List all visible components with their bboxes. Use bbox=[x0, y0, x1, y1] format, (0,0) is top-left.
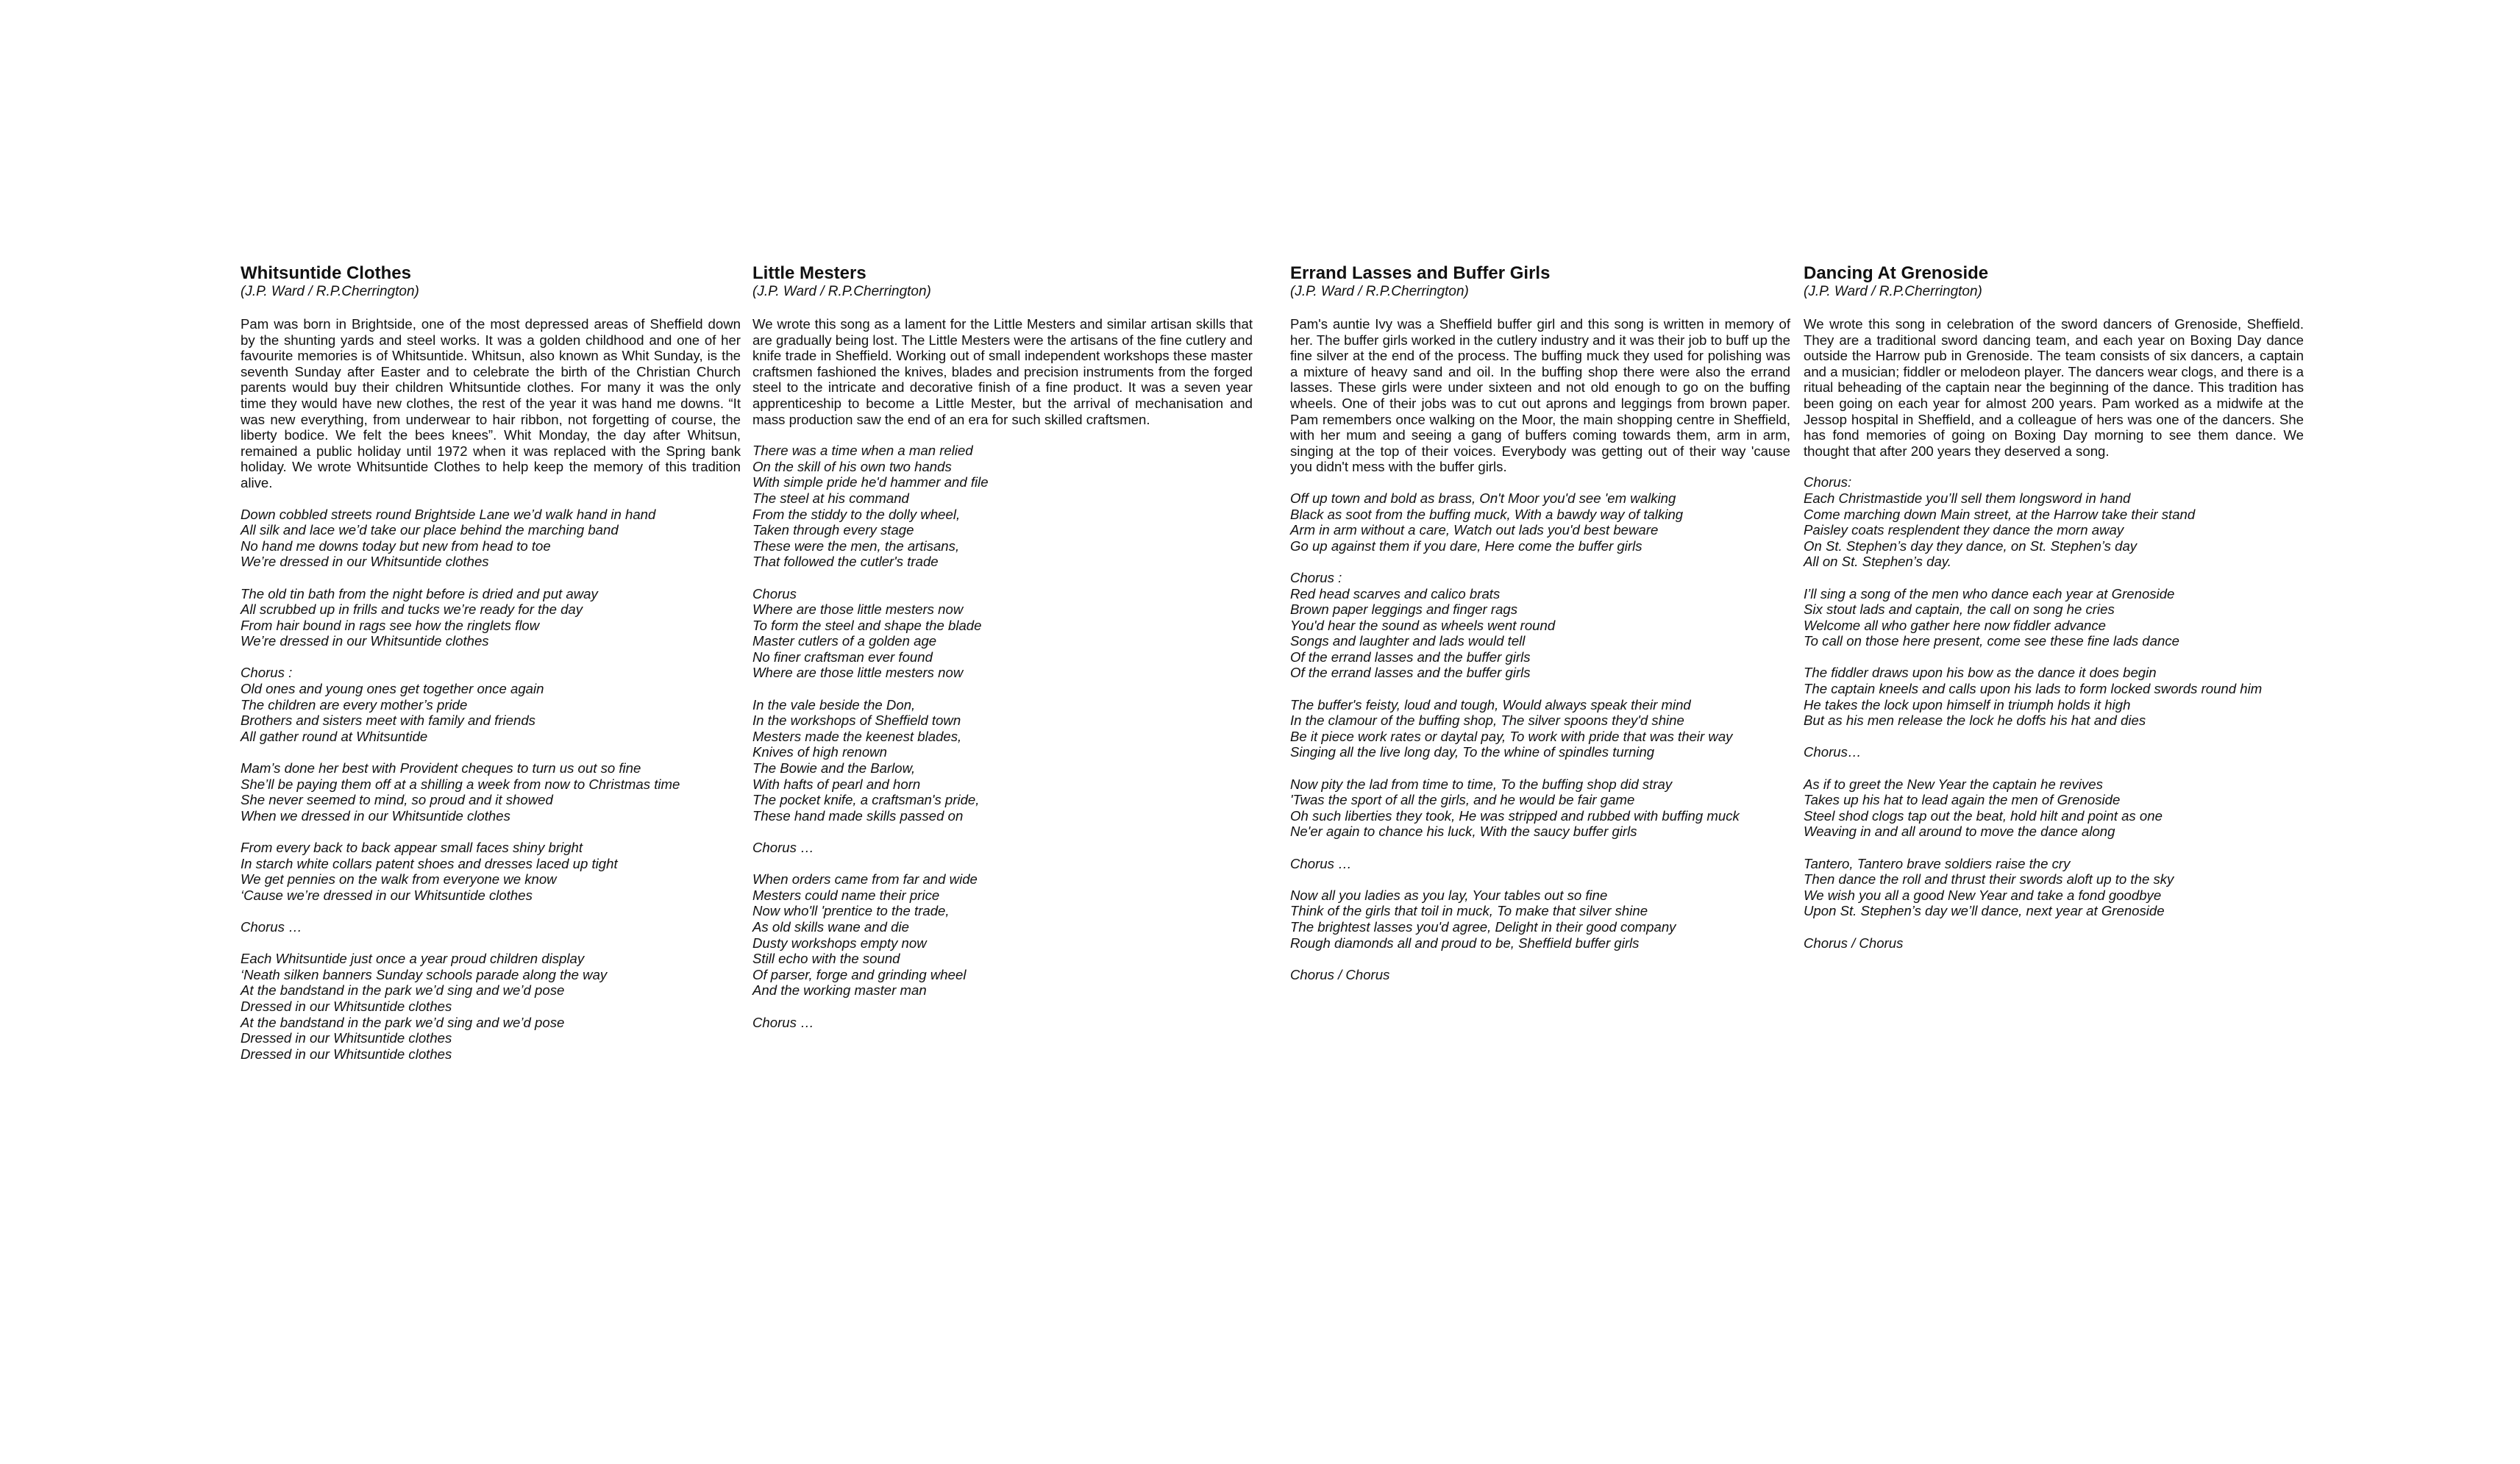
lyric-line: He takes the lock upon himself in triumph holds it high bbox=[1804, 696, 2131, 713]
lyric-line: As old skills wane and die bbox=[752, 918, 909, 935]
lyric-line: No finer craftsman ever found bbox=[752, 649, 933, 665]
verse bbox=[752, 871, 1253, 999]
lyric-line: Down cobbled streets round Brightside Lane we’d walk hand in hand bbox=[241, 506, 656, 522]
lyric-line: All gather round at Whitsuntide bbox=[241, 728, 428, 744]
song-intro: We wrote this song as a lament for the Little Mesters and similar artisan skills that are gradually being lost. The Little Mesters were the artisans of the fine cutlery and knife trade in Sheffield. Working out of small independent workshops these master craftsmen fashioned the knives, blades and precision instruments from the forged steel to the intricate and decorative finish of a fine product. It was a seven year apprenticeship to become a Little Mester, but the arrival of mechanisation and mass production saw the end of an era for such skilled craftsmen. bbox=[752, 316, 1253, 427]
lyric-line: Chorus bbox=[752, 585, 797, 601]
lyric-line: Mesters could name their price bbox=[752, 887, 940, 903]
lyric-line: In the workshops of Sheffield town bbox=[752, 713, 961, 729]
lyric-line: Dressed in our Whitsuntide clothes bbox=[241, 1030, 452, 1046]
verse bbox=[1290, 570, 1790, 681]
lyric-line: The captain kneels and calls upon his lads to form locked swords round him bbox=[1804, 681, 2263, 697]
lyric-line: Chorus : bbox=[1290, 569, 1342, 585]
lyric-line: Go up against them if you dare, Here come the buffer girls bbox=[1290, 538, 1642, 554]
song-lyrics bbox=[1804, 474, 2304, 951]
lyric-line: To call on those here present, come see these fine lads dance bbox=[1804, 633, 2179, 649]
verse bbox=[752, 443, 1253, 570]
lyric-line: Master cutlers of a golden age bbox=[752, 633, 937, 649]
lyric-line: Knives of high renown bbox=[752, 744, 887, 760]
lyric-line: She’ll be paying them off at a shilling a week from now to Christmas time bbox=[241, 776, 680, 792]
lyric-line: In the vale beside the Don, bbox=[752, 696, 916, 713]
lyric-line: Welcome all who gather here now fiddler advance bbox=[1804, 617, 2107, 633]
song-intro: We wrote this song in celebration of the sword dancers of Grenoside, Sheffield. They are a traditional sword dancing team, and each year on Boxing Day dance outside the Harrow pub in Grenoside. The team consists of six dancers, a captain and a musician; fiddler or melodeon player. The dancers wear clogs, and there is a ritual beheading of the captain near the beginning of the dance. This tradition has been going on each year for almost 200 years. Pam worked as a midwife at the Jessop hospital in Sheffield, and a colleague of hers was one of the dancers. She has fond memories of going on Boxing Day morning to see them dance. We thought that after 200 years they deserved a song. bbox=[1804, 316, 2304, 459]
lyric-line: Chorus … bbox=[1290, 855, 1352, 871]
lyric-line: All scrubbed up in frills and tucks we’re ready for the day bbox=[241, 601, 583, 618]
lyric-line: Mam’s done her best with Provident cheques to turn us out so fine bbox=[241, 760, 641, 776]
lyric-line: Off up town and bold as brass, On't Moor you'd see 'em walking bbox=[1290, 490, 1676, 506]
lyric-line: We wish you all a good New Year and take a fond goodbye bbox=[1804, 887, 2162, 903]
lyric-line: Chorus … bbox=[241, 918, 302, 935]
song-title: Dancing At Grenoside bbox=[1804, 263, 1989, 283]
lyric-line: Be it piece work rates or daytal pay, To work with pride that was their way bbox=[1290, 728, 1733, 744]
lyric-line: ‘Neath silken banners Sunday schools parade along the way bbox=[241, 966, 608, 982]
lyric-line: Brothers and sisters meet with family and friends bbox=[241, 713, 535, 729]
lyric-line: Chorus : bbox=[241, 665, 293, 681]
lyric-line: The children are every mother’s pride bbox=[241, 696, 468, 713]
lyric-line: Rough diamonds all and proud to be, Sheffield buffer girls bbox=[1290, 935, 1640, 951]
verse bbox=[241, 919, 741, 935]
verse bbox=[1804, 776, 2304, 840]
lyric-line: Brown paper leggings and finger rags bbox=[1290, 601, 1518, 618]
lyric-line: I’ll sing a song of the men who dance each year at Grenoside bbox=[1804, 585, 2175, 601]
lyric-line: Then dance the roll and thrust their swords aloft up to the sky bbox=[1804, 871, 2174, 888]
lyric-line: With hafts of pearl and horn bbox=[752, 776, 921, 792]
song-lyrics bbox=[241, 507, 741, 1063]
lyric-line: Dressed in our Whitsuntide clothes bbox=[241, 1046, 452, 1062]
lyric-line: As if to greet the New Year the captain he revives bbox=[1804, 776, 2103, 792]
lyric-line: Taken through every stage bbox=[752, 522, 914, 538]
lyric-line: Mesters made the keenest blades, bbox=[752, 728, 962, 744]
lyric-line: With simple pride he'd hammer and file bbox=[752, 474, 989, 490]
verse bbox=[241, 760, 741, 824]
verse bbox=[1290, 776, 1790, 840]
lyric-line: Where are those little mesters now bbox=[752, 601, 964, 618]
lyric-line: ‘Cause we’re dressed in our Whitsuntide clothes bbox=[241, 887, 533, 903]
song-title: Whitsuntide Clothes bbox=[241, 263, 411, 283]
lyric-line: Where are those little mesters now bbox=[752, 665, 964, 681]
lyric-line: Of the errand lasses and the buffer girls bbox=[1290, 665, 1531, 681]
lyric-line: These hand made skills passed on bbox=[752, 807, 964, 824]
lyric-line: At the bandstand in the park we’d sing and we’d pose bbox=[241, 1014, 565, 1030]
lyric-line: And the working master man bbox=[752, 982, 927, 999]
lyric-line: Oh such liberties they took, He was stripped and rubbed with buffing muck bbox=[1290, 807, 1740, 824]
lyric-line: From hair bound in rags see how the ringlets flow bbox=[241, 617, 540, 633]
verse bbox=[752, 1015, 1253, 1031]
lyric-line: From the stiddy to the dolly wheel, bbox=[752, 506, 961, 522]
lyric-line: The fiddler draws upon his bow as the dance it does begin bbox=[1804, 665, 2157, 681]
lyric-line: Still echo with the sound bbox=[752, 951, 900, 967]
lyric-line: In the clamour of the buffing shop, The silver spoons they'd shine bbox=[1290, 713, 1684, 729]
verse bbox=[1290, 856, 1790, 872]
lyric-line: Think of the girls that toil in muck, To make that silver shine bbox=[1290, 903, 1648, 919]
lyric-line: When we dressed in our Whitsuntide clothes bbox=[241, 807, 510, 824]
lyric-line: Chorus … bbox=[752, 840, 814, 855]
lyric-line: All silk and lace we’d take our place behind the marching band bbox=[241, 522, 619, 538]
lyric-line: Upon St. Stephen’s day we’ll dance, next year at Grenoside bbox=[1804, 903, 2165, 919]
lyric-line: Takes up his hat to lead again the men of Grenoside bbox=[1804, 792, 2121, 808]
lyric-line: Singing all the live long day, To the whine of spindles turning bbox=[1290, 744, 1655, 760]
verse bbox=[1804, 474, 2304, 570]
lyric-line: Black as soot from the buffing muck, With a bawdy way of talking bbox=[1290, 506, 1684, 522]
song-intro: Pam's auntie Ivy was a Sheffield buffer girl and this song is written in memory of her. The buffer girls worked in the cutlery industry and it was their job to buff up the fine silver at the end of the process. The buffing muck they used for polishing was a mixture of heavy sand and oil. In the buffing shop there were also the errand lasses. These girls were under sixteen and not old enough to go on the buffing wheels. One of their jobs was to cut out aprons and leggings from brown paper. Pam remembers once walking on the Moor, the main shopping centre in Sheffield, with her mum and seeing a gang of buffers coming towards them, arm in arm, singing at the top of their voices. Everybody was getting out of their way 'cause you didn't mess with the buffer girls. bbox=[1290, 316, 1790, 475]
lyric-line: All on St. Stephen’s day. bbox=[1804, 554, 1951, 570]
song-lyrics bbox=[752, 443, 1253, 1030]
song-lyrics bbox=[1290, 490, 1790, 982]
lyric-line: On the skill of his own two hands bbox=[752, 458, 952, 474]
lyric-line: On St. Stephen’s day they dance, on St. Stephen’s day bbox=[1804, 538, 2138, 554]
lyric-line: We’re dressed in our Whitsuntide clothes bbox=[241, 554, 489, 570]
lyric-line: From every back to back appear small faces shiny bright bbox=[241, 840, 583, 855]
verse bbox=[241, 665, 741, 744]
lyric-line: Chorus / Chorus bbox=[1290, 966, 1390, 982]
lyric-line: Steel shod clogs tap out the beat, hold hilt and point as one bbox=[1804, 807, 2163, 824]
lyric-line: Chorus … bbox=[752, 1014, 814, 1030]
lyric-line: Now who'll 'prentice to the trade, bbox=[752, 903, 950, 919]
lyric-line: In starch white collars patent shoes and dresses laced up tight bbox=[241, 855, 618, 871]
verse bbox=[752, 697, 1253, 824]
lyric-line: Songs and laughter and lads would tell bbox=[1290, 633, 1526, 649]
verse bbox=[241, 507, 741, 570]
song-column-dancing-at-grenoside bbox=[1804, 263, 2304, 967]
lyric-line: The Bowie and the Barlow, bbox=[752, 760, 916, 776]
verse bbox=[1290, 888, 1790, 951]
lyric-line: Tantero, Tantero brave soldiers raise the cry bbox=[1804, 855, 2071, 871]
lyric-line: Red head scarves and calico brats bbox=[1290, 585, 1501, 601]
lyric-line: Dressed in our Whitsuntide clothes bbox=[241, 998, 452, 1014]
lyric-line: No hand me downs today but new from head to toe bbox=[241, 538, 551, 554]
song-title: Little Mesters bbox=[752, 263, 866, 283]
lyric-line: She never seemed to mind, so proud and it showed bbox=[241, 792, 553, 808]
verse bbox=[1804, 586, 2304, 649]
lyric-line: Chorus / Chorus bbox=[1804, 935, 1904, 951]
verse bbox=[241, 840, 741, 903]
lyric-line: Chorus: bbox=[1804, 474, 1852, 490]
verse bbox=[1804, 665, 2304, 728]
verse bbox=[1290, 697, 1790, 760]
lyric-line: Now pity the lad from time to time, To the buffing shop did stray bbox=[1290, 776, 1673, 792]
lyric-line: Of the errand lasses and the buffer girls bbox=[1290, 649, 1531, 665]
song-credit: (J.P. Ward / R.P.Cherrington) bbox=[241, 284, 419, 299]
song-column-whitsuntide-clothes bbox=[241, 263, 741, 1078]
lyric-line: We’re dressed in our Whitsuntide clothes bbox=[241, 633, 489, 649]
lyric-line: You'd hear the sound as wheels went round bbox=[1290, 617, 1556, 633]
lyric-line: These were the men, the artisans, bbox=[752, 538, 960, 554]
verse bbox=[1804, 856, 2304, 919]
song-credit: (J.P. Ward / R.P.Cherrington) bbox=[752, 284, 931, 299]
verse bbox=[241, 951, 741, 1062]
lyric-line: At the bandstand in the park we’d sing and we’d pose bbox=[241, 982, 565, 999]
lyric-line: The brightest lasses you'd agree, Delight in their good company bbox=[1290, 918, 1676, 935]
verse bbox=[1804, 935, 2304, 951]
lyric-line: Paisley coats resplendent they dance the morn away bbox=[1804, 522, 2124, 538]
lyric-line: Each Christmastide you’ll sell them longsword in hand bbox=[1804, 490, 2131, 506]
lyric-line: Now all you ladies as you lay, Your tables out so fine bbox=[1290, 887, 1608, 903]
lyric-line: Old ones and young ones get together once again bbox=[241, 681, 544, 697]
lyric-line: 'Twas the sport of all the girls, and he would be fair game bbox=[1290, 792, 1635, 808]
song-credit: (J.P. Ward / R.P.Cherrington) bbox=[1290, 284, 1469, 299]
verse bbox=[1290, 490, 1790, 554]
lyric-line: The pocket knife, a craftsman's pride, bbox=[752, 792, 980, 808]
song-intro: Pam was born in Brightside, one of the most depressed areas of Sheffield down by the shunting yards and steel works. It was a golden childhood and one of her favourite memories is of Whitsuntide. Whitsun, also known as Whit Sunday, is the seventh Sunday after Easter and to celebrate the birth of the Christian Church parents would buy their children Whitsuntide clothes. For many it was the only time they would have new clothes, the rest of the year it was hand me downs. “It was new everything, from underwear to hair ribbon, not forgetting of course, the liberty bodice. We felt the bees knees”. Whit Monday, the day after Whitsun, remained a public holiday until 1972 when it was replaced with the Spring bank holiday. We wrote Whitsuntide Clothes to help keep the memory of this tradition alive. bbox=[241, 316, 741, 490]
lyric-line: There was a time when a man relied bbox=[752, 443, 973, 459]
song-column-errand-lasses bbox=[1290, 263, 1790, 999]
lyric-line: Ne'er again to chance his luck, With the saucy buffer girls bbox=[1290, 824, 1637, 840]
lyric-line: The old tin bath from the night before is dried and put away bbox=[241, 585, 598, 601]
lyric-line: Arm in arm without a care, Watch out lads you'd best beware bbox=[1290, 522, 1659, 538]
lyric-line: When orders came from far and wide bbox=[752, 871, 978, 888]
song-column-little-mesters bbox=[752, 263, 1253, 1046]
lyric-line: Dusty workshops empty now bbox=[752, 935, 927, 951]
lyric-line: Of parser, forge and grinding wheel bbox=[752, 966, 967, 982]
song-credit: (J.P. Ward / R.P.Cherrington) bbox=[1804, 284, 1982, 299]
verse bbox=[1290, 967, 1790, 983]
lyric-line: Each Whitsuntide just once a year proud children display bbox=[241, 951, 585, 967]
lyric-line: Six stout lads and captain, the call on song he cries bbox=[1804, 601, 2115, 618]
verse bbox=[752, 840, 1253, 856]
lyric-line: Weaving in and all around to move the dance along bbox=[1804, 824, 2115, 840]
lyric-line: Chorus… bbox=[1804, 744, 1862, 760]
verse bbox=[1804, 744, 2304, 760]
lyric-line: We get pennies on the walk from everyone we know bbox=[241, 871, 557, 888]
lyric-line: To form the steel and shape the blade bbox=[752, 617, 982, 633]
verse bbox=[752, 586, 1253, 682]
lyric-line: That followed the cutler's trade bbox=[752, 554, 939, 570]
lyric-line: The buffer's feisty, loud and tough, Would always speak their mind bbox=[1290, 696, 1691, 713]
lyric-line: But as his men release the lock he doffs his hat and dies bbox=[1804, 713, 2146, 729]
lyric-line: Come marching down Main street, at the Harrow take their stand bbox=[1804, 506, 2196, 522]
lyric-line: The steel at his command bbox=[752, 490, 909, 506]
verse bbox=[241, 586, 741, 649]
song-title: Errand Lasses and Buffer Girls bbox=[1290, 263, 1551, 283]
